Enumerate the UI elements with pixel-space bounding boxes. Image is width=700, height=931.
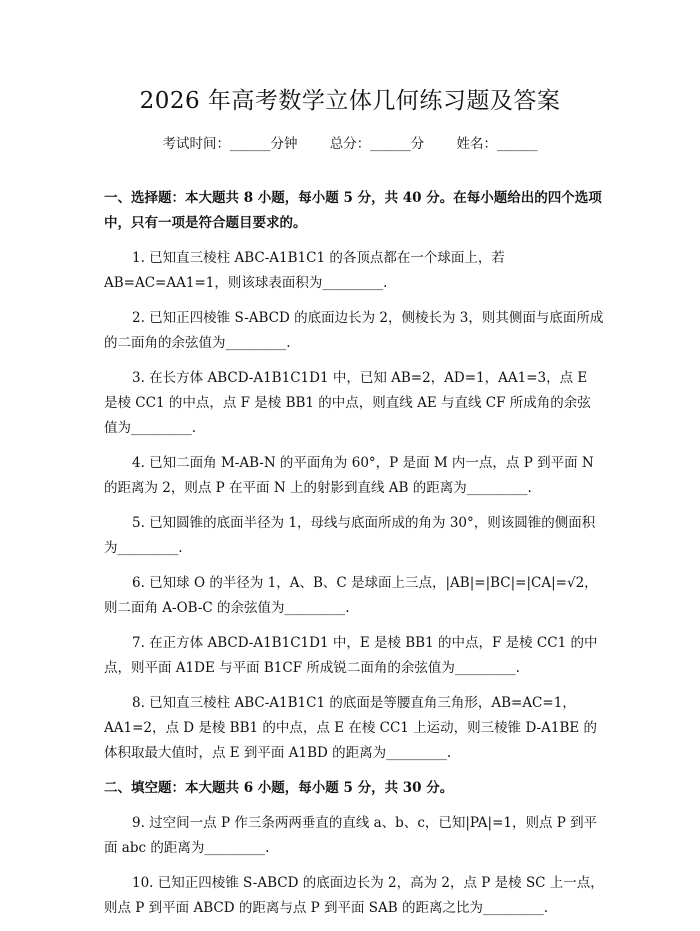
- section-heading-fill-blank: 二、填空题：本大题共 6 小题，每小题 5 分，共 30 分。: [104, 780, 454, 796]
- exam-time-field: 考试时间：______分钟: [162, 136, 298, 152]
- question-10: 10. 已知正四棱锥 S-ABCD 的底面边长为 2，高为 2，点 P 是棱 SC 上一点，则点 P 到平面 ABCD 的距离与点 P 到平面 SAB 的距离之比为_________.: [104, 875, 604, 916]
- name-field: 姓名：______: [456, 136, 538, 152]
- question-5: 5. 已知圆锥的底面半径为 1，母线与底面所成的角为 30°，则该圆锥的侧面积为_________.: [104, 515, 596, 556]
- question-8: 8. 已知直三棱柱 ABC-A1B1C1 的底面是等腰直角三角形，AB=AC=1，AA1=2，点 D 是棱 BB1 的中点，点 E 在棱 CC1 上运动，则三棱锥 D-A1BE 的体积取最大值时，点 E 到平面 A1BD 的距离为_________.: [104, 695, 598, 761]
- section-heading-choice: 一、选择题：本大题共 8 小题，每小题 5 分，共 40 分。在每小题给出的四个选项中，只有一项是符合题目要求的。: [104, 190, 602, 231]
- exam-meta-line: [0, 132, 700, 152]
- total-score-field: 总分：______分: [329, 136, 425, 152]
- question-4: 4. 已知二面角 M-AB-N 的平面角为 60°，P 是面 M 内一点，点 P 到平面 N 的距离为 2，则点 P 在平面 N 上的射影到直线 AB 的距离为_________.: [104, 455, 594, 496]
- question-2: 2. 已知正四棱锥 S-ABCD 的底面边长为 2，侧棱长为 3，则其侧面与底面所成的二面角的余弦值为_________.: [104, 310, 604, 351]
- question-9: 9. 过空间一点 P 作三条两两垂直的直线 a、b、c，已知|PA|=1，则点 P 到平面 abc 的距离为_________.: [104, 815, 598, 856]
- question-7: 7. 在正方体 ABCD-A1B1C1D1 中，E 是棱 BB1 的中点，F 是棱 CC1 的中点，则平面 A1DE 与平面 B1CF 所成锐二面角的余弦值为_________.: [104, 635, 598, 676]
- question-1: 1. 已知直三棱柱 ABC-A1B1C1 的各顶点都在一个球面上，若 AB=AC=AA1=1，则该球表面积为_________.: [104, 250, 505, 291]
- page-title: 2026 年高考数学立体几何练习题及答案: [139, 88, 561, 114]
- exam-content: [104, 186, 604, 931]
- question-6: 6. 已知球 O 的半径为 1，A、B、C 是球面上三点，|AB|=|BC|=|CA|=√2，则二面角 A-OB-C 的余弦值为_________.: [104, 575, 598, 616]
- question-3: 3. 在长方体 ABCD-A1B1C1D1 中，已知 AB=2，AD=1，AA1=3，点 E 是棱 CC1 的中点，点 F 是棱 BB1 的中点，则直线 AE 与直线 CF 所成角的余弦值为_________.: [104, 370, 591, 436]
